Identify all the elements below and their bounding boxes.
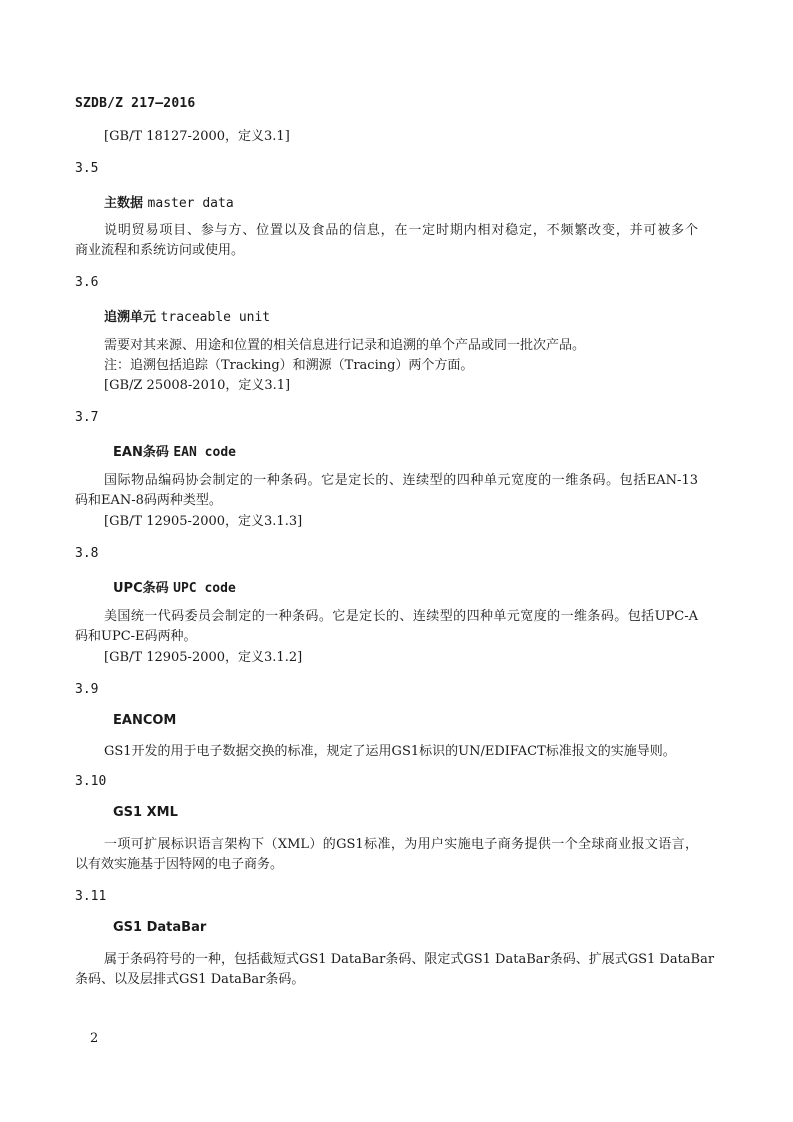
reference-3-8: [GB/T 12905-2000，定义3.1.2]	[104, 650, 303, 665]
definition-3-7-line-2: 码和EAN-8码两种类型。	[75, 493, 222, 508]
term-3-10	[113, 805, 178, 820]
definition-3-5-line-2: 商业流程和系统访问或使用。	[75, 243, 245, 258]
term-en: UPC code	[173, 581, 236, 596]
term-3-6	[104, 306, 270, 325]
term-zh: EAN条码	[113, 445, 169, 460]
definition-3-8-line-2: 码和UPC-E码两种。	[75, 629, 197, 644]
reference-3-6: [GB/Z 25008-2010，定义3.1]	[104, 378, 291, 393]
definition-3-11-line-1: 属于条码符号的一种，包括截短式GS1 DataBar条码、限定式GS1 DataBar条码、扩展式GS1 DataBar	[104, 952, 715, 967]
term-zh: 主数据	[104, 196, 144, 211]
definition-3-6: 需要对其来源、用途和位置的相关信息进行记录和追溯的单个产品或同一批次产品。	[104, 338, 586, 353]
clause-number-3-8: 3.8	[75, 546, 99, 561]
term-en: EAN code	[173, 445, 236, 460]
definition-3-9: GS1开发的用于电子数据交换的标准，规定了运用GS1标识的UN/EDIFACT标准报文的实施导则。	[104, 744, 676, 759]
clause-number-3-6: 3.6	[75, 275, 99, 290]
page-number: 2	[90, 1031, 99, 1046]
term-3-9	[113, 713, 176, 728]
reference-3-4: [GB/T 18127-2000，定义3.1]	[104, 129, 290, 144]
definition-3-5-line-1: 说明贸易项目、参与方、位置以及食品的信息，在一定时期内相对稳定，不频繁改变，并可被多个	[104, 223, 698, 238]
term-3-5	[104, 192, 234, 211]
standard-code-header: SZDB/Z 217—2016	[75, 96, 196, 111]
term-zh: 追溯单元	[104, 310, 157, 325]
note-3-6: 注：追溯包括追踪（Tracking）和溯源（Tracing）两个方面。	[104, 358, 474, 373]
definition-3-7-line-1: 国际物品编码协会制定的一种条码。它是定长的、连续型的四种单元宽度的一维条码。包括EAN-13	[104, 473, 698, 488]
clause-number-3-9: 3.9	[75, 682, 99, 697]
clause-number-3-7: 3.7	[75, 410, 99, 425]
term-en: master data	[147, 196, 234, 211]
clause-number-3-11: 3.11	[75, 889, 107, 904]
term-en: GS1 DataBar	[113, 920, 207, 935]
term-3-8	[113, 577, 236, 596]
term-3-7	[113, 441, 236, 460]
term-en: GS1 XML	[113, 805, 178, 820]
term-zh: UPC条码	[113, 581, 169, 596]
definition-3-11-line-2: 条码、以及层排式GS1 DataBar条码。	[75, 972, 305, 987]
clause-number-3-10: 3.10	[75, 774, 107, 789]
definition-3-10-line-1: 一项可扩展标识语言架构下（XML）的GS1标准，为用户实施电子商务提供一个全球商业报文语言，	[104, 837, 698, 852]
reference-3-7: [GB/T 12905-2000，定义3.1.3]	[104, 514, 303, 529]
definition-3-8-line-1: 美国统一代码委员会制定的一种条码。它是定长的、连续型的四种单元宽度的一维条码。包括UPC-A	[104, 609, 698, 624]
term-en: EANCOM	[113, 713, 177, 728]
definition-3-10-line-2: 以有效实施基于因特网的电子商务。	[75, 857, 284, 872]
clause-number-3-5: 3.5	[75, 161, 99, 176]
term-3-11	[113, 920, 206, 935]
term-en: traceable unit	[160, 310, 271, 325]
